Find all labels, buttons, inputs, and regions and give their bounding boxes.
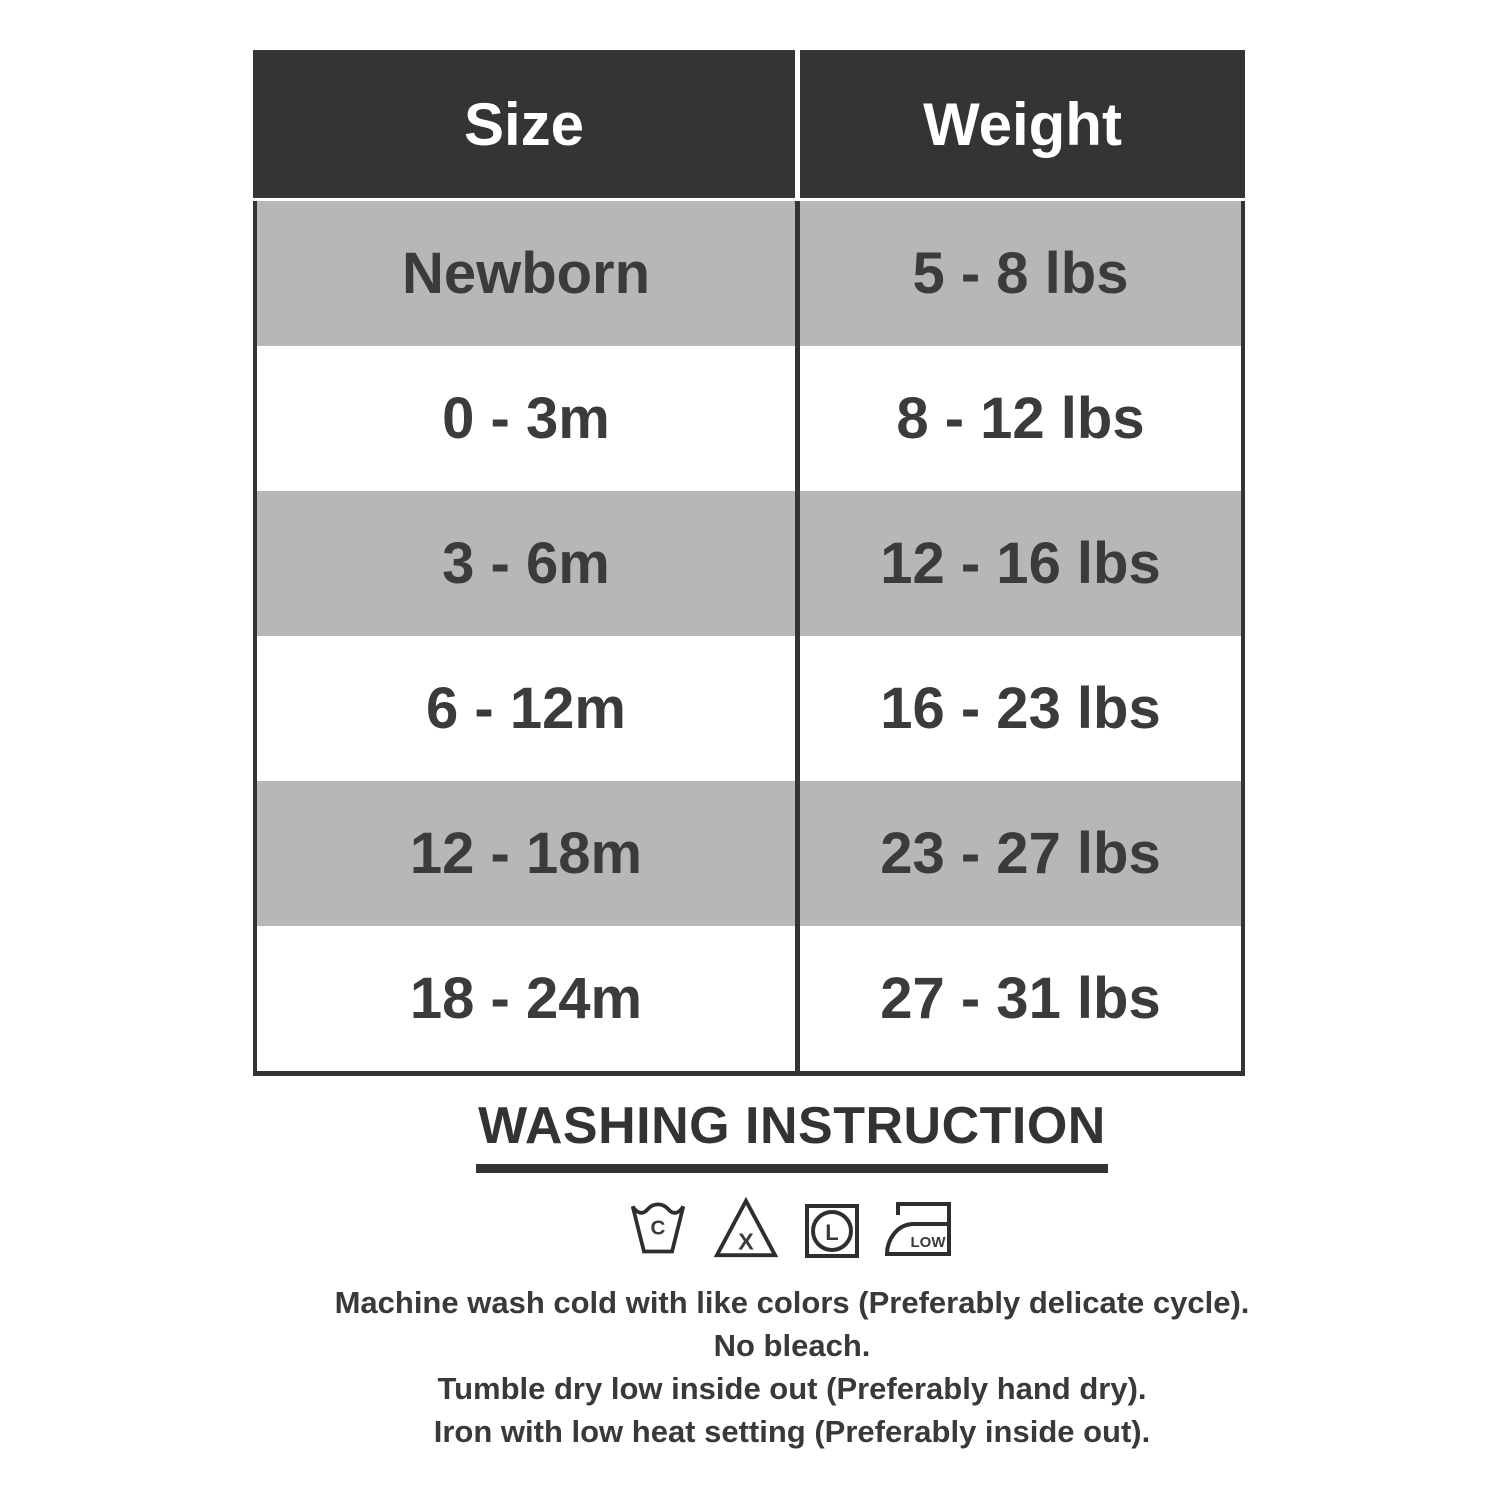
table-row [257,926,1241,1071]
table-body [253,201,1245,1076]
care-icons-row [84,1197,1500,1259]
washing-instruction-line: Tumble dry low inside out (Preferably hand dry). [437,1371,1147,1407]
dry-letter: L [825,1220,839,1246]
table-row [257,346,1241,491]
wash-temp-letter: C [650,1216,666,1240]
table-row [257,636,1241,781]
weight-cell: 16 - 23 lbs [880,676,1161,741]
washing-instruction-line: Iron with low heat setting (Preferably inside out). [433,1414,1151,1450]
bleach-letter: X [738,1228,754,1255]
size-table [253,50,1245,1076]
washing-instruction-text [84,1281,1500,1453]
washing-heading-row [84,1098,1500,1173]
washing-heading: WASHING INSTRUCTION [476,1098,1108,1173]
column-header-size: Size [253,50,795,198]
weight-cell: 5 - 8 lbs [912,241,1129,306]
size-cell: Newborn [401,241,651,306]
table-row [257,781,1241,926]
weight-cell: 27 - 31 lbs [880,966,1161,1031]
size-cell: 12 - 18m [409,821,643,886]
washing-instruction-line: No bleach. [713,1328,871,1364]
table-row [257,491,1241,636]
weight-cell: 23 - 27 lbs [880,821,1161,886]
iron-low-icon [884,1199,956,1259]
iron-heat-label: LOW [910,1234,946,1252]
no-bleach-icon [712,1197,780,1259]
washing-instruction-line: Machine wash cold with like colors (Preferably delicate cycle). [334,1285,1250,1321]
weight-cell: 12 - 16 lbs [880,531,1161,596]
size-cell: 18 - 24m [409,966,643,1031]
machine-wash-cold-icon [628,1197,688,1259]
size-cell: 6 - 12m [426,676,626,741]
table-header-row [253,50,1245,198]
column-header-weight: Weight [800,50,1245,198]
washing-instruction-section [84,1098,1500,1453]
tumble-dry-low-icon [804,1203,860,1259]
size-cell: 0 - 3m [442,386,610,451]
weight-cell: 8 - 12 lbs [896,386,1145,451]
size-cell: 3 - 6m [442,531,610,596]
table-row [257,201,1241,346]
